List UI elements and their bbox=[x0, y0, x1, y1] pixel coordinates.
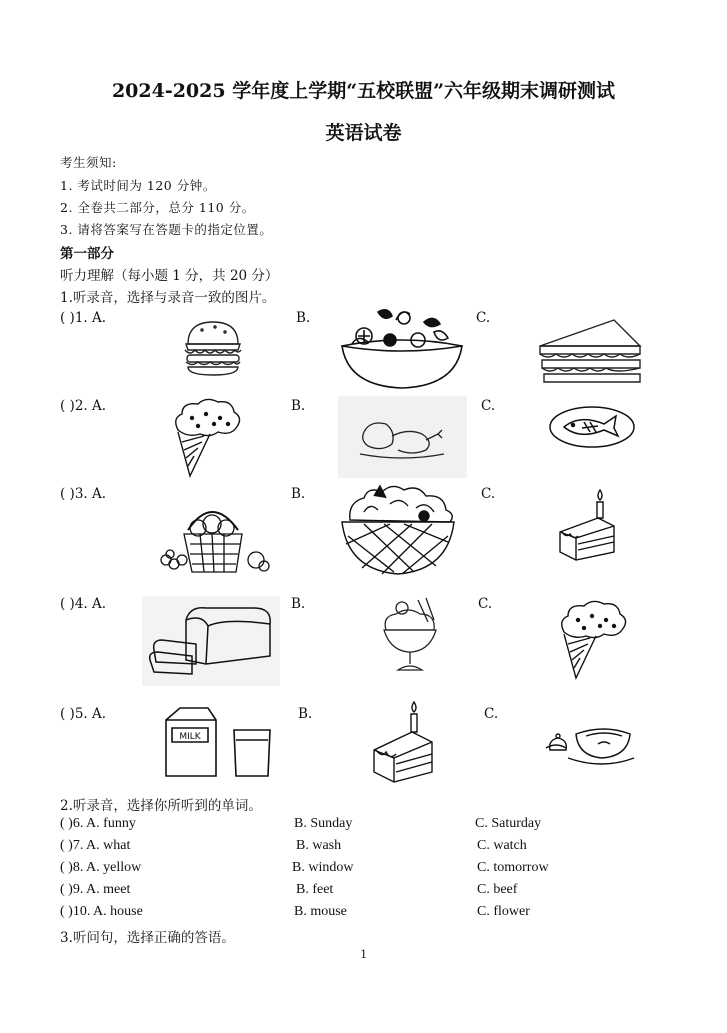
word-option-a: ( )6. A. funny bbox=[60, 816, 136, 831]
option-c-label: C. bbox=[478, 596, 493, 612]
option-b-label: B. bbox=[291, 398, 306, 414]
option-b-label: B. bbox=[298, 706, 313, 722]
word-option-c: C. beef bbox=[477, 882, 518, 897]
part-heading: 第一部分 bbox=[60, 246, 114, 262]
roast-chicken-icon bbox=[356, 412, 448, 464]
word-option-b: B. window bbox=[292, 860, 354, 875]
birthday-cake-icon bbox=[370, 700, 438, 784]
milk-carton-icon bbox=[160, 706, 276, 778]
question-number: ( )1. A. bbox=[60, 310, 107, 326]
task-instruction: 2.听录音，选择你所听到的单词。 bbox=[60, 798, 262, 814]
word-option-a: ( )10. A. house bbox=[60, 904, 143, 919]
page-subtitle: 英语试卷 bbox=[325, 122, 402, 144]
question-number: ( )3. A. bbox=[60, 486, 107, 502]
question-number: ( )2. A. bbox=[60, 398, 107, 414]
option-c-label: C. bbox=[481, 486, 496, 502]
option-c-label: C. bbox=[481, 398, 496, 414]
word-option-a: ( )7. A. what bbox=[60, 838, 131, 853]
word-option-b: B. feet bbox=[296, 882, 334, 897]
sandwich-icon bbox=[536, 316, 646, 384]
sundae-icon bbox=[378, 596, 442, 674]
fruit-basket-icon bbox=[152, 500, 272, 578]
notice-heading: 考生须知: bbox=[60, 155, 117, 170]
task-instruction: 1.听录音，选择与录音一致的图片。 bbox=[60, 290, 276, 306]
section-heading: 听力理解（每小题 1 分，共 20 分） bbox=[60, 268, 279, 284]
word-option-c: C. flower bbox=[477, 904, 530, 919]
word-option-b: B. mouse bbox=[294, 904, 347, 919]
notice-item: 2. 全卷共二部分，总分 110 分。 bbox=[60, 200, 255, 215]
page-number: 1 bbox=[360, 946, 367, 961]
task-instruction: 3.听问句，选择正确的答语。 bbox=[60, 930, 235, 946]
hamburger-icon bbox=[180, 318, 246, 378]
salad-icon bbox=[338, 304, 466, 390]
question-number: ( )5. A. bbox=[60, 706, 107, 722]
notice-item: 1. 考试时间为 120 分钟。 bbox=[60, 178, 216, 193]
question-number: ( )4. A. bbox=[60, 596, 107, 612]
option-b-label: B. bbox=[296, 310, 311, 326]
page-title: 2024-2025 学年度上学期“五校联盟”六年级期末调研测试 bbox=[111, 80, 616, 102]
word-option-a: ( )9. A. meet bbox=[60, 882, 131, 897]
word-option-c: C. watch bbox=[477, 838, 527, 853]
fish-plate-icon bbox=[546, 402, 638, 452]
tea-cup-icon bbox=[544, 714, 636, 770]
vegetable-basket-icon bbox=[334, 482, 462, 578]
word-option-b: B. Sunday bbox=[294, 816, 353, 831]
notice-item: 3. 请将答案写在答题卡的指定位置。 bbox=[60, 222, 273, 237]
word-option-a: ( )8. A. yellow bbox=[60, 860, 142, 875]
milk-label: MILK bbox=[179, 732, 201, 742]
word-option-b: B. wash bbox=[296, 838, 342, 853]
bread-loaf-icon bbox=[146, 604, 276, 680]
ice-cream-cone-icon bbox=[170, 396, 244, 478]
ice-cream-cone-icon bbox=[556, 598, 630, 680]
word-option-c: C. tomorrow bbox=[477, 860, 549, 875]
word-option-c: C. Saturday bbox=[475, 816, 542, 831]
option-b-label: B. bbox=[291, 596, 306, 612]
option-c-label: C. bbox=[484, 706, 499, 722]
birthday-cake-icon bbox=[556, 488, 618, 562]
option-b-label: B. bbox=[291, 486, 306, 502]
option-c-label: C. bbox=[476, 310, 491, 326]
